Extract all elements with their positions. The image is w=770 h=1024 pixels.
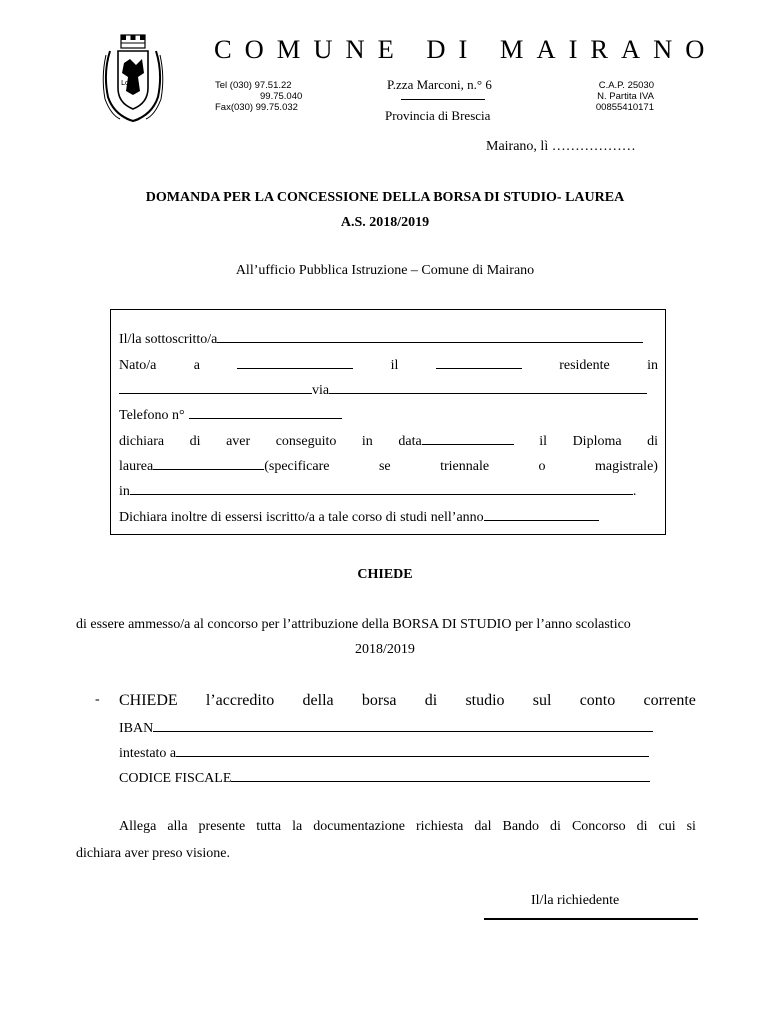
telefono-row [119,405,658,425]
signature-label: Il/la richiedente [531,893,620,908]
vat-number: 00855410171 [595,102,654,113]
phone-field[interactable] [189,405,342,419]
il2-label: il [539,434,548,449]
birth-row [119,355,658,375]
sottoscritto-label: Il/la sottoscritto/a [119,332,218,347]
address: P.zza Marconi, n.° 6 [387,77,492,92]
allega-word: di [636,819,648,834]
dichiara-word: dichiara [119,434,165,449]
allega-word: Concorso [571,819,626,834]
birthplace-field[interactable] [237,355,353,369]
fax-number: Fax(030) 99.75.032 [215,102,298,113]
tax-code-field[interactable] [231,768,650,782]
document-year: A.S. 2018/2019 [340,215,430,230]
triennale-label: triennale [440,459,490,474]
via-label: via [312,383,330,398]
allega-word: Bando [502,819,540,834]
municipality-title: COMUNE DI MAIRANO [214,34,718,64]
dichiara-word: data [398,434,422,449]
allega-word: di [550,819,561,834]
intestato-row [119,743,649,763]
il-label: il [390,358,399,373]
sottoscritto-row [119,329,658,349]
data-group [398,431,513,451]
request-text: di essere ammesso/a al concorso per l’attribuzione della BORSA DI STUDIO per l’anno scolastico [76,617,631,632]
bank-word: sul [532,692,552,709]
bank-word: borsa [361,692,397,709]
attachment-statement-line1 [119,819,696,835]
svg-text:Lc: Lc [121,79,129,87]
municipal-crest [100,33,166,125]
telefono-label: Telefono n° [119,408,185,423]
bank-word: corrente [643,692,696,709]
intestato-label: intestato a [119,746,177,761]
allega-word: cui [658,819,676,834]
residence-city-field[interactable] [119,380,312,394]
bank-word: di [424,692,438,709]
allega-word: la [292,819,303,834]
magistrale-label: magistrale) [594,459,658,474]
allega-word: si [686,819,696,834]
phone-number-secondary: 99.75.040 [260,91,303,102]
allega-word: dal [474,819,492,834]
enrollment-year-field[interactable] [484,507,599,521]
bank-word: l’accredito [205,692,275,709]
street-field[interactable] [329,380,647,394]
in-row-period: . [632,484,637,499]
laurea-label: laurea [119,459,154,474]
codice-label: CODICE FISCALE [119,771,232,786]
postal-code: C.A.P. 25030 [598,80,654,91]
iban-row [119,718,653,738]
dichiara-word: in [361,434,373,449]
se-label: se [378,459,391,474]
graduation-date-field[interactable] [422,431,514,445]
chiede-heading: CHIEDE [357,567,413,582]
a-label: a [193,358,200,373]
di2-label: di [647,434,658,449]
bank-request-line [119,692,696,710]
birthdate-field[interactable] [436,355,522,369]
dichiara-row [119,431,658,451]
attachment-statement-line2: dichiara aver preso visione. [76,846,230,861]
allega-word: alla [167,819,188,834]
account-holder-field[interactable] [176,743,649,757]
in-row [119,481,658,501]
nato-label: Nato/a [119,358,157,373]
name-field[interactable] [217,329,643,343]
degree-field[interactable] [153,456,264,470]
bank-word: della [302,692,334,709]
document-title: DOMANDA PER LA CONCESSIONE DELLA BORSA DI STUDIO- LAUREA [145,190,625,205]
codice-row [119,768,650,788]
iscritto-label: Dichiara inoltre di essersi iscritto/a a tale corso di studi nell’anno [119,510,484,525]
recipient-office: All’ufficio Pubblica Istruzione – Comune di Mairano [235,263,535,278]
iscritto-row [119,507,658,527]
bank-word: CHIEDE [119,692,178,709]
dichiara-word: conseguito [275,434,337,449]
signature-line[interactable] [484,918,698,920]
phone-number: Tel (030) 97.51.22 [215,80,292,91]
iban-field[interactable] [153,718,653,732]
bank-word: conto [579,692,616,709]
diploma-label: Diploma [572,434,622,449]
request-year: 2018/2019 [355,642,415,657]
residente-label: residente [559,358,610,373]
list-dash: - [95,692,100,707]
laurea-group [119,456,330,476]
specificare-label: (specificare [264,459,330,474]
vat-label: N. Partita IVA [597,91,654,102]
dichiara-word: di [189,434,201,449]
allega-word: documentazione [313,819,405,834]
residence-row [119,380,658,400]
in2-label: in [119,484,130,499]
bank-word: studio [465,692,505,709]
iban-label: IBAN [119,721,154,736]
degree-subject-field[interactable] [130,481,633,495]
dichiara-word: aver [226,434,251,449]
address-divider [401,99,485,100]
allega-word: presente [198,819,246,834]
in-label: in [647,358,658,373]
allega-word: richiesta [415,819,464,834]
allega-word: tutta [256,819,282,834]
place-date: Mairano, lì ……………… [486,139,636,154]
province: Provincia di Brescia [385,108,491,123]
allega-word: Allega [119,819,157,834]
laurea-row [119,456,658,476]
o-label: o [538,459,546,474]
